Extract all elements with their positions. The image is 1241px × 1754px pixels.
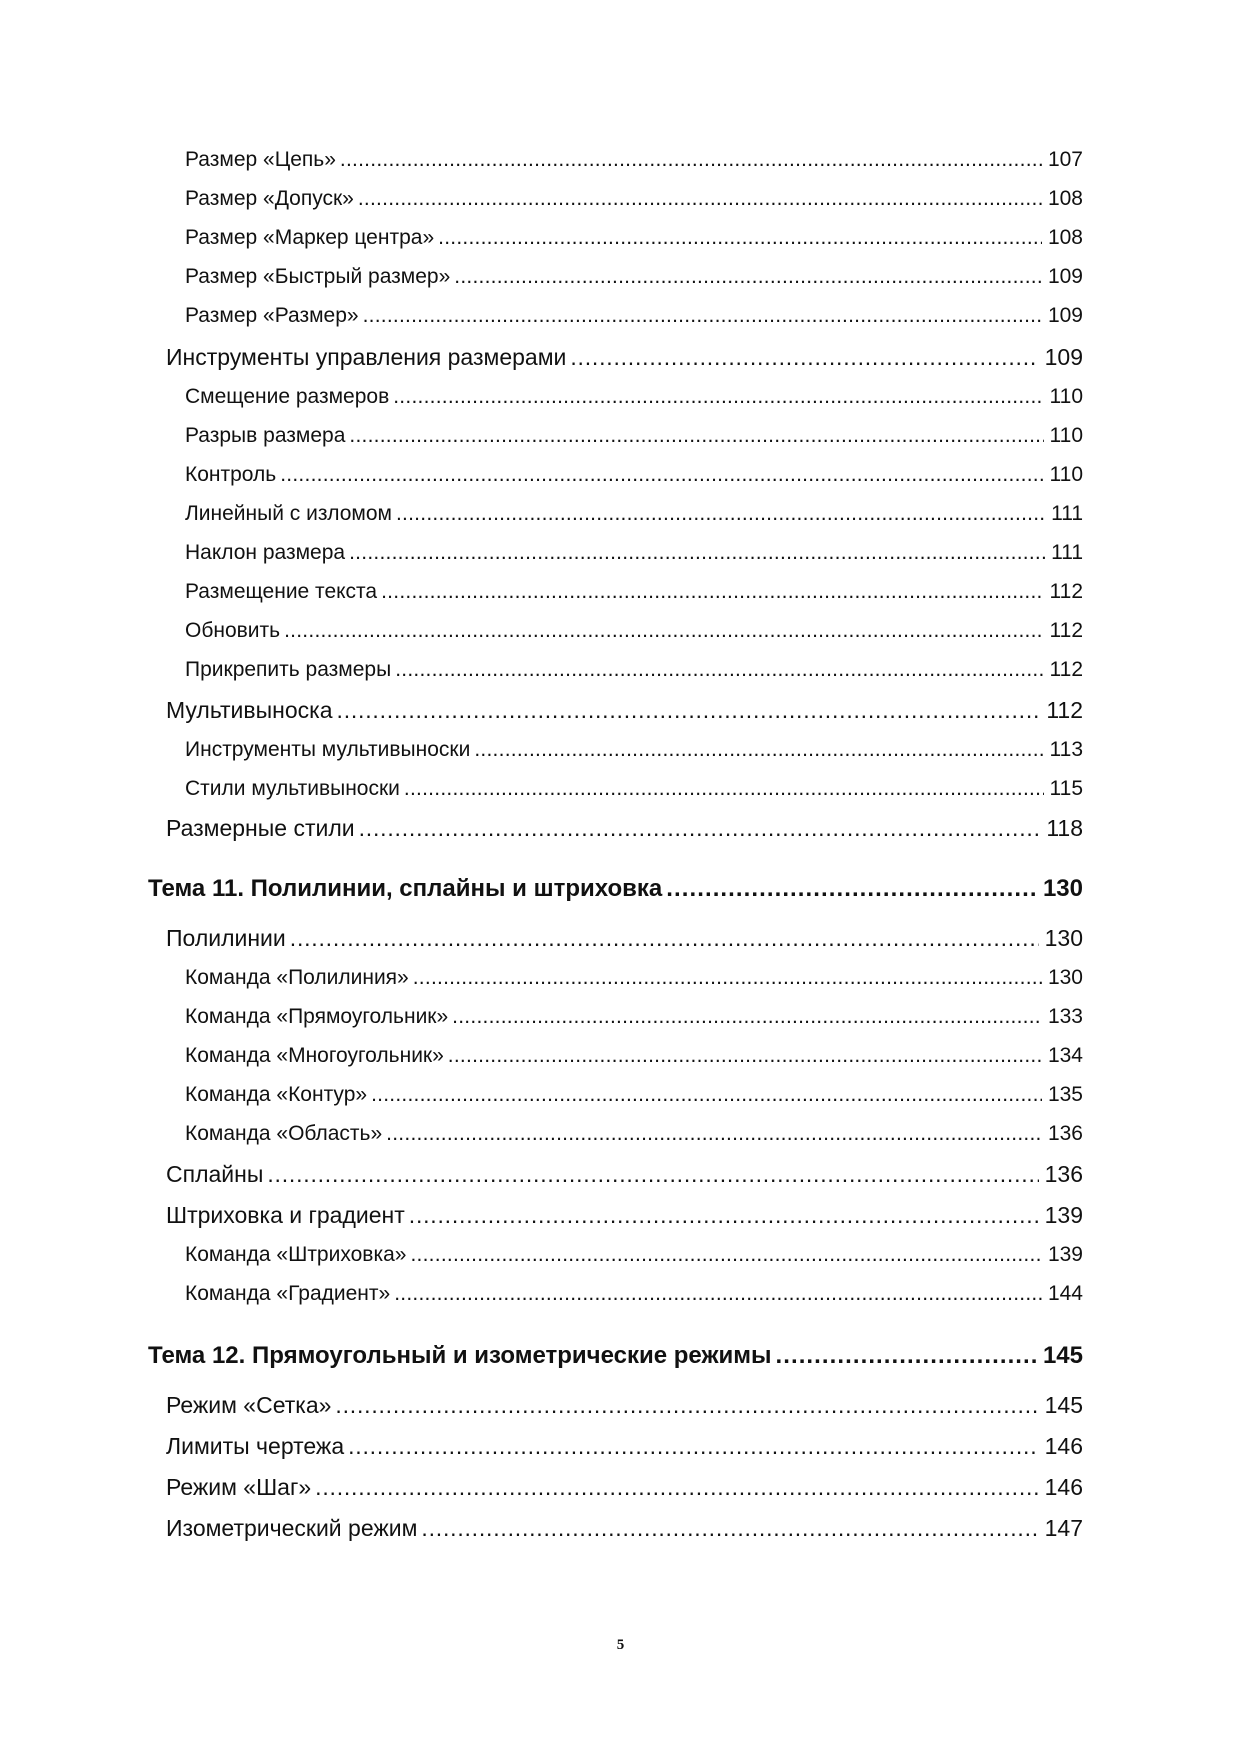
toc-entry-page: 108 [1047, 226, 1083, 249]
toc-entry [185, 148, 1083, 172]
toc-entry-page: 110 [1049, 424, 1083, 447]
dot-leader [315, 1474, 1038, 1501]
toc-entry [185, 1083, 1083, 1107]
toc-entry-page: 134 [1047, 1044, 1083, 1067]
dot-leader [570, 344, 1038, 371]
toc-entry [166, 344, 1083, 371]
toc-entry-title: Смещение размеров [185, 385, 390, 408]
toc-entry [185, 226, 1083, 250]
toc-entry-title: Размерные стили [166, 815, 355, 841]
toc-entry [185, 304, 1083, 328]
toc-entry-title: Команда «Многоугольник» [185, 1044, 444, 1067]
toc-entry-page: 133 [1047, 1005, 1083, 1028]
toc-entry-page: 112 [1049, 580, 1083, 603]
toc-entry [185, 619, 1083, 643]
toc-entry-page: 130 [1044, 925, 1083, 951]
dot-leader [359, 815, 1041, 842]
toc-entry-page: 144 [1047, 1282, 1083, 1305]
toc-entry [185, 966, 1083, 990]
dot-leader [267, 1161, 1038, 1188]
toc-entry-page: 108 [1047, 187, 1083, 210]
toc-entry-title: Изометрический режим [166, 1515, 418, 1541]
toc-entry-title: Размер «Быстрый размер» [185, 265, 451, 288]
dot-leader [452, 1005, 1042, 1029]
toc-entry-page: 109 [1047, 265, 1083, 288]
toc-entry [185, 580, 1083, 604]
toc-entry [185, 424, 1083, 448]
toc-entry-page: 107 [1047, 148, 1083, 171]
toc-entry-title: Мультивыноска [166, 697, 333, 723]
toc-entry-title: Режим «Сетка» [166, 1392, 332, 1418]
toc-entry [185, 1005, 1083, 1029]
toc-entry-page: 135 [1047, 1083, 1083, 1106]
toc-entry-title: Наклон размера [185, 541, 346, 564]
toc-entry-title: Размещение текста [185, 580, 378, 603]
toc-entry-title: Штриховка и градиент [166, 1202, 405, 1228]
toc-entry [166, 925, 1083, 952]
dot-leader [290, 925, 1039, 952]
dot-leader [284, 619, 1043, 643]
toc-entry-title: Инструменты управления размерами [166, 344, 567, 370]
toc-entry [166, 1433, 1083, 1460]
toc-entry-page: 110 [1049, 385, 1083, 408]
toc-entry-page: 113 [1049, 738, 1083, 761]
toc-entry-title: Разрыв размера [185, 424, 346, 447]
toc-entry-title: Команда «Контур» [185, 1083, 368, 1106]
toc-entry [166, 1392, 1083, 1419]
toc-entry-page: 146 [1044, 1474, 1083, 1500]
toc-entry-title: Размер «Маркер центра» [185, 226, 435, 249]
toc-entry [166, 1202, 1083, 1229]
toc-entry-page: 112 [1046, 697, 1083, 723]
toc-entry-page: 130 [1047, 966, 1083, 989]
toc-entry-title: Прикрепить размеры [185, 658, 392, 681]
toc-entry [185, 1122, 1083, 1146]
dot-leader [381, 580, 1043, 604]
toc-chapter-page: 145 [1042, 1342, 1083, 1369]
toc-entry [166, 1515, 1083, 1542]
toc-chapter-title: Тема 11. Полилинии, сплайны и штриховка [148, 875, 663, 902]
toc-entry-page: 112 [1049, 658, 1083, 681]
dot-leader [348, 1433, 1039, 1460]
dot-leader [666, 875, 1037, 903]
toc-entry-page: 146 [1044, 1433, 1083, 1459]
toc-entry [166, 1161, 1083, 1188]
dot-leader [358, 187, 1042, 211]
toc-entry [166, 815, 1083, 842]
toc-entry-page: 147 [1044, 1515, 1083, 1541]
dot-leader [409, 1202, 1039, 1229]
toc-entry [185, 1282, 1083, 1306]
toc-entry-title: Линейный с изломом [185, 502, 392, 525]
toc-entry-page: 139 [1047, 1243, 1083, 1266]
toc-chapter [148, 875, 1083, 903]
toc-entry [185, 385, 1083, 409]
dot-leader [394, 1282, 1042, 1306]
toc-entry [185, 738, 1083, 762]
toc-chapter [148, 1342, 1083, 1370]
dot-leader [386, 1122, 1042, 1146]
dot-leader [474, 738, 1043, 762]
toc-entry-page: 145 [1044, 1392, 1083, 1418]
toc-entry-page: 136 [1047, 1122, 1083, 1145]
toc-entry-title: Режим «Шаг» [166, 1474, 312, 1500]
toc-entry-page: 136 [1044, 1161, 1083, 1187]
dot-leader [340, 148, 1042, 172]
dot-leader [393, 385, 1043, 409]
dot-leader [395, 658, 1043, 682]
dot-leader [280, 463, 1043, 487]
toc-entry [185, 777, 1083, 801]
toc-entry-page: 111 [1051, 502, 1083, 525]
toc-entry-page: 139 [1044, 1202, 1083, 1228]
toc-entry-title: Команда «Градиент» [185, 1282, 391, 1305]
dot-leader [349, 424, 1043, 448]
toc-entry-title: Размер «Цепь» [185, 148, 336, 171]
toc-entry [166, 1474, 1083, 1501]
toc-entry-title: Полилинии [166, 925, 286, 951]
page-number: 5 [616, 1637, 625, 1653]
toc-entry [185, 463, 1083, 487]
dot-leader [410, 1243, 1041, 1267]
toc-entry-title: Инструменты мультивыноски [185, 738, 471, 761]
toc-entry [185, 502, 1083, 526]
toc-entry [185, 658, 1083, 682]
toc-entry-title: Команда «Прямоугольник» [185, 1005, 449, 1028]
dot-leader [448, 1044, 1042, 1068]
toc-entry-page: 118 [1046, 815, 1083, 841]
toc-entry-page: 109 [1044, 344, 1083, 370]
toc-entry-title: Размер «Размер» [185, 304, 359, 327]
dot-leader [404, 777, 1044, 801]
toc-entry-title: Команда «Штриховка» [185, 1243, 407, 1266]
toc-entry-title: Обновить [185, 619, 281, 642]
dot-leader [335, 1392, 1038, 1419]
dot-leader [413, 966, 1042, 990]
toc-entry-title: Команда «Полилиния» [185, 966, 409, 989]
toc-entry [166, 697, 1083, 724]
toc-entry [185, 1243, 1083, 1267]
toc-entry-page: 109 [1047, 304, 1083, 327]
dot-leader [421, 1515, 1038, 1542]
toc-entry-title: Контроль [185, 463, 277, 486]
dot-leader [349, 541, 1045, 565]
toc-entry-title: Стили мультивыноски [185, 777, 400, 800]
dot-leader [438, 226, 1042, 250]
dot-leader [363, 304, 1042, 328]
dot-leader [454, 265, 1042, 289]
toc-entry-title: Размер «Допуск» [185, 187, 354, 210]
dot-leader [337, 697, 1041, 724]
dot-leader [396, 502, 1045, 526]
dot-leader [371, 1083, 1042, 1107]
toc-entry-page: 112 [1049, 619, 1083, 642]
toc-entry-title: Сплайны [166, 1161, 264, 1187]
toc-entry-page: 115 [1049, 777, 1083, 800]
toc-entry [185, 541, 1083, 565]
toc-entry [185, 265, 1083, 289]
dot-leader [775, 1342, 1036, 1370]
toc-entry-title: Лимиты чертежа [166, 1433, 345, 1459]
toc-entry-page: 111 [1051, 541, 1083, 564]
toc-entry-title: Команда «Область» [185, 1122, 383, 1145]
toc-chapter-page: 130 [1042, 875, 1083, 902]
toc-entry-page: 110 [1049, 463, 1083, 486]
toc-entry [185, 187, 1083, 211]
toc-chapter-title: Тема 12. Прямоугольный и изометрические режимы [148, 1342, 772, 1369]
toc-entry [185, 1044, 1083, 1068]
